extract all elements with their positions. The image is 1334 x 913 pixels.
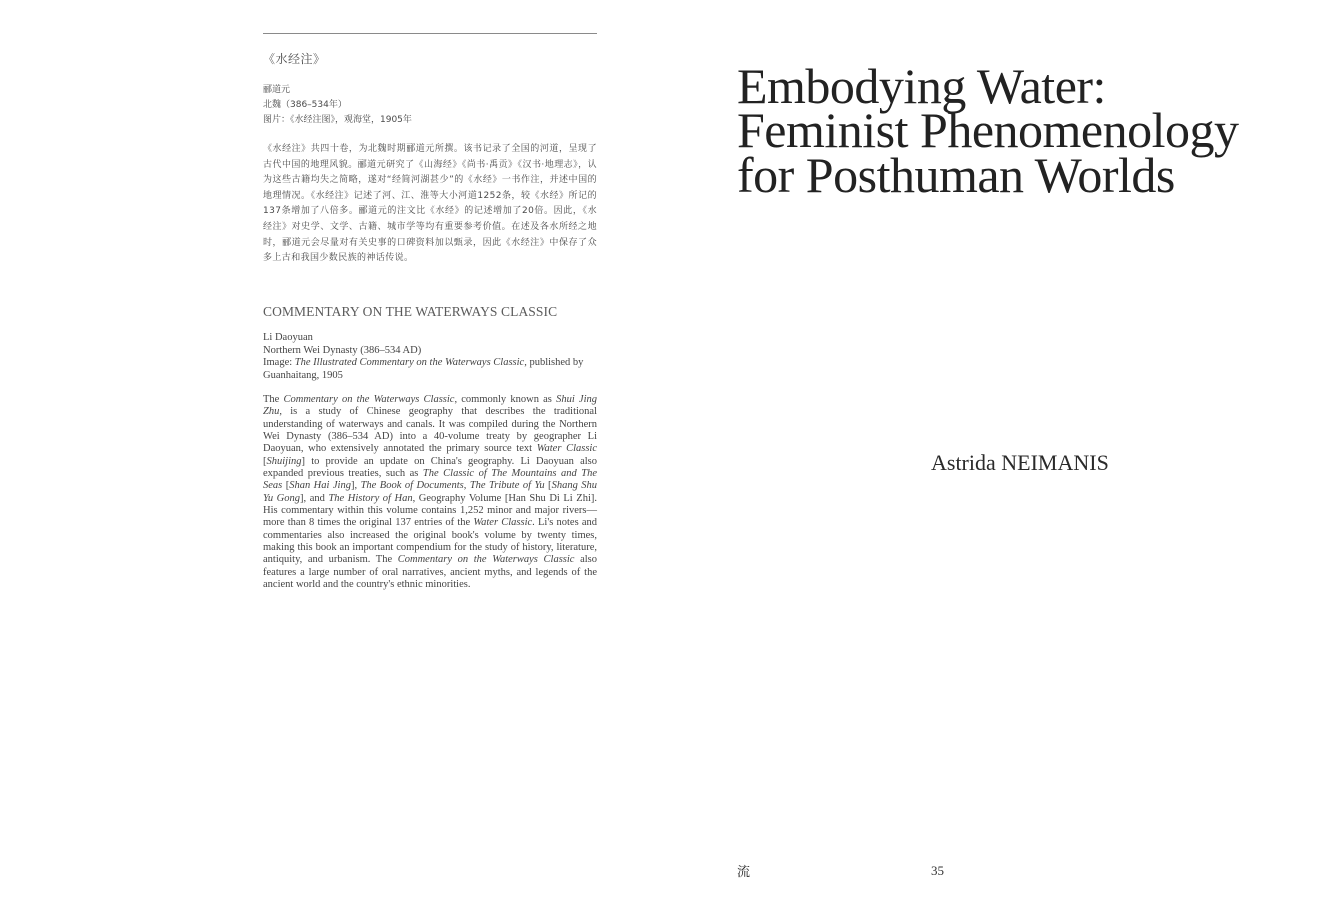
article-title bbox=[737, 57, 1327, 203]
en-author: Li Daoyuan bbox=[263, 332, 313, 343]
en-body-text: [ bbox=[282, 480, 290, 492]
en-body-text: . Li's notes and commentaries also increased the original book's volume by twenty times, making this book an important compendium for the study of history, literature, antiquity, and urbanism. The bbox=[263, 517, 597, 566]
en-body-italic: Shang Shu Yu Gong bbox=[263, 480, 598, 504]
top-rule bbox=[263, 33, 597, 34]
cn-meta-block bbox=[263, 83, 412, 128]
en-body-italic: Water Classic bbox=[536, 443, 597, 455]
cn-image-credit: 图片：《水经注图》，观海堂，1905年 bbox=[263, 115, 412, 125]
en-body-text: , commonly known as bbox=[454, 394, 557, 405]
en-body-text: ], and bbox=[300, 492, 329, 504]
en-body-italic: The Tribute of Yu bbox=[469, 480, 545, 492]
cn-title: 《水经注》 bbox=[263, 52, 326, 66]
en-body-italic: Shui Jing Zhu bbox=[263, 394, 597, 418]
en-body-italic: Shuijing bbox=[266, 455, 302, 467]
en-image-credit bbox=[263, 357, 597, 382]
cn-body: 《水经注》共四十卷，为北魏时期郦道元所撰。该书记录了全国的河道，呈现了古代中国的地理风貌。郦道元研究了《山海经》《尚书·禹贡》《汉书·地理志》，认为这些古籍均失之简略，遂对“经简河湖甚少”的《水经》一书作注，并述中国的地理情况。《水经注》记述了河、江、淮等大小河道1252条，较《水经》所记的137条增加了八倍多。郦道元的注文比《水经》的记述增加了20倍。因此，《水经注》对史学、文学、古籍、城市学等均有重要参考价值。在述及各水所经之地时，郦道元会尽量对有关史事的口碑资料加以甄录，因此《水经注》中保存了众多上古和我国少数民族的神话传说。 bbox=[263, 144, 597, 264]
en-body-italic: Shan Hai Jing bbox=[289, 480, 351, 492]
cn-author: 郦道元 bbox=[263, 85, 291, 95]
cn-dynasty: 北魏（386–534年） bbox=[263, 100, 347, 110]
en-body-italic: Commentary on the Waterways Classic bbox=[397, 554, 575, 566]
en-body-text: , is a study of Chinese geography that describes the traditional understanding of waterways and canals. It was compiled during the Northern Wei Dynasty (386–534 AD) into a 40-volume treaty by geographer Li Daoyuan, who extensively annotated the primary source text bbox=[263, 406, 597, 455]
en-body-text: also features a large number of oral narratives, ancient myths, and legends of the ancient world and the country's ethnic minorities. bbox=[263, 554, 597, 591]
footer-section-char: 流 bbox=[737, 865, 751, 880]
page-number: 35 bbox=[931, 863, 944, 878]
en-title: COMMENTARY ON THE WATERWAYS CLASSIC bbox=[263, 304, 558, 319]
en-dynasty: Northern Wei Dynasty (386–534 AD) bbox=[263, 344, 422, 356]
en-body bbox=[263, 394, 597, 592]
en-body-italic: Commentary on the Waterways Classic bbox=[283, 394, 455, 405]
en-body-italic: Water Classic bbox=[473, 517, 533, 529]
en-body-text: [ bbox=[263, 455, 267, 467]
en-body-italic: The History of Han bbox=[328, 492, 413, 504]
en-meta-block bbox=[263, 332, 597, 382]
article-title-line-2: Feminist Phenomenology bbox=[737, 102, 1239, 158]
en-body-text: The bbox=[263, 394, 284, 405]
en-image-suffix: , published by Guanhaitang, 1905 bbox=[263, 357, 584, 381]
en-body-text: , Geography Volume [Han Shu Di Li Zhi]. His commentary within this volume contains 1,252 minor and major rivers—more than 8 times the original 137 entries of the bbox=[263, 492, 597, 529]
en-image-title: The Illustrated Commentary on the Waterways Classic bbox=[294, 357, 525, 369]
article-title-line-1: Embodying Water: bbox=[737, 57, 1106, 114]
article-author: Astrida NEIMANIS bbox=[931, 450, 1109, 475]
en-body-text: ] to provide an update on China's geography. Li Daoyuan also expanded previous treaties, such as bbox=[263, 455, 597, 480]
en-body-text: , bbox=[463, 480, 470, 492]
en-body-text: [ bbox=[544, 480, 552, 492]
en-body-italic: The Classic of The Mountains and The Seas bbox=[263, 468, 597, 492]
en-image-prefix: Image: bbox=[263, 357, 295, 369]
article-title-line-3: for Posthuman Worlds bbox=[737, 146, 1175, 203]
en-body-italic: The Book of Documents bbox=[360, 480, 464, 492]
en-body-text: ], bbox=[350, 480, 361, 492]
